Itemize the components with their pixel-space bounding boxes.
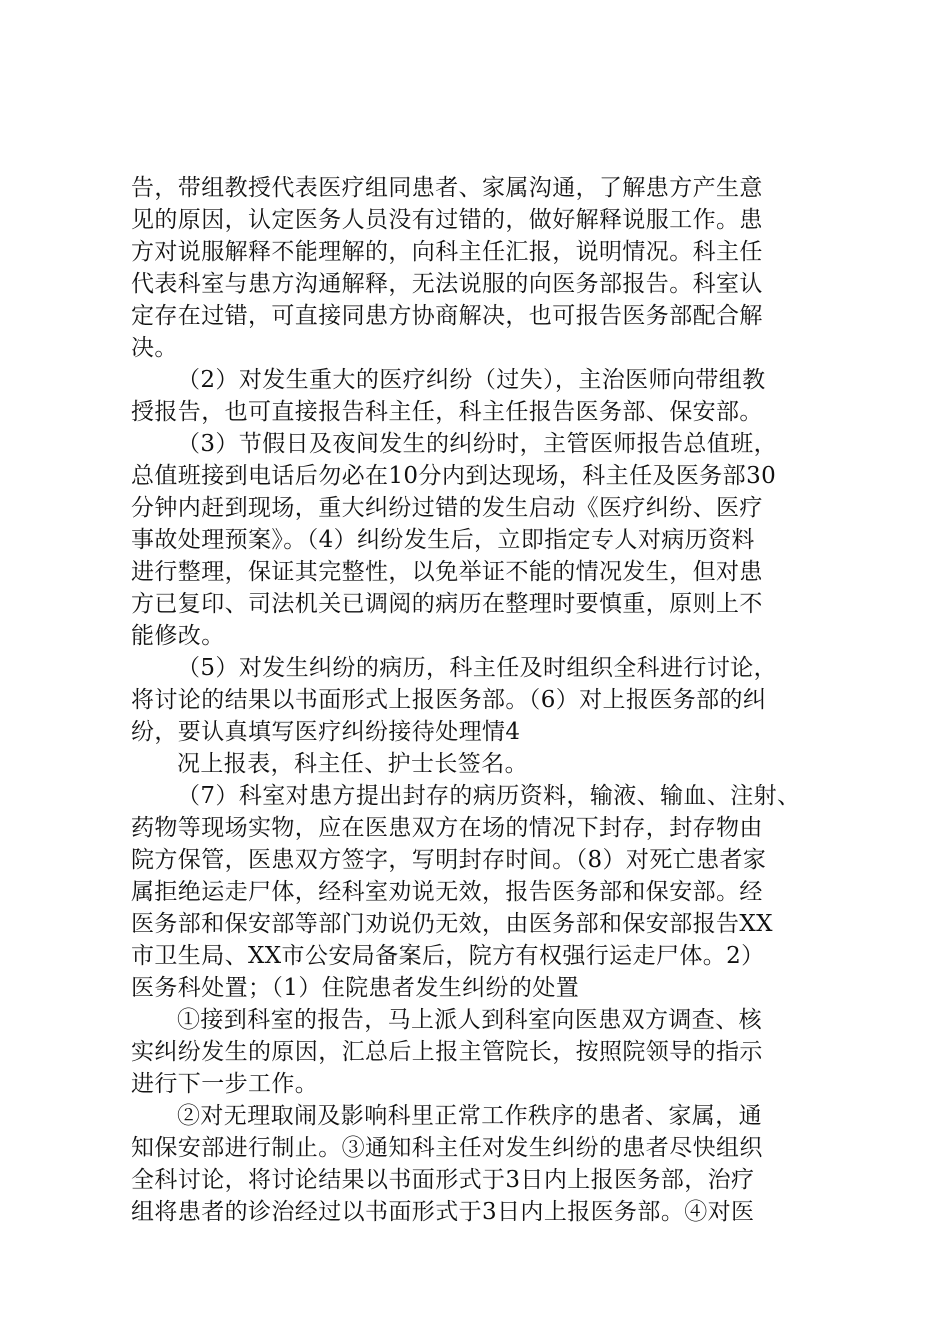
text-line: ①接到科室的报告，马上派人到科室向医患双方调查、核 — [177, 1007, 762, 1033]
text-line: 事故处理预案》。（4）纠纷发生后，立即指定专人对病历资料 — [131, 527, 755, 553]
text-line: 况上报表，科主任、护士长签名。 — [177, 751, 528, 777]
text-line: 进行下一步工作。 — [131, 1071, 319, 1097]
text-line: 进行整理，保证其完整性，以免举证不能的情况发生，但对患 — [131, 559, 763, 585]
text-line: 方对说服解释不能理解的，向科主任汇报，说明情况。科主任 — [131, 239, 763, 265]
text-line: 见的原因，认定医务人员没有过错的，做好解释说服工作。患 — [131, 207, 763, 233]
text-line: 药物等现场实物，应在医患双方在场的情况下封存，封存物由 — [131, 815, 763, 841]
text-line: 医务科处置；（1）住院患者发生纠纷的处置 — [131, 975, 580, 1001]
text-line: （2）对发生重大的医疗纠纷（过失），主治医师向带组教 — [177, 367, 766, 393]
text-line: 实纠纷发生的原因，汇总后上报主管院长，按照院领导的指示 — [131, 1039, 763, 1065]
text-line: 方已复印、司法机关已调阅的病历在整理时要慎重，原则上不 — [131, 591, 763, 617]
text-line: 将讨论的结果以书面形式上报医务部。（6）对上报医务部的纠 — [131, 687, 767, 713]
document-body — [131, 172, 831, 1228]
text-line: 全科讨论，将讨论结果以书面形式于3日内上报医务部，治疗 — [131, 1167, 755, 1193]
text-line: 分钟内赶到现场，重大纠纷过错的发生启动《医疗纠纷、医疗 — [131, 495, 763, 521]
text-line: ②对无理取闹及影响科里正常工作秩序的患者、家属，通 — [177, 1103, 762, 1129]
text-line: （7）科室对患方提出封存的病历资料，输液、输血、注射、 — [177, 783, 801, 809]
text-line: 决。 — [131, 335, 178, 361]
text-line: 告，带组教授代表医疗组同患者、家属沟通，了解患方产生意 — [131, 175, 763, 201]
text-line: 院方保管，医患双方签字，写明封存时间。（8）对死亡患者家 — [131, 847, 767, 873]
text-line: 能修改。 — [131, 623, 225, 649]
text-line: 纷，要认真填写医疗纠纷接待处理情4 — [131, 719, 521, 745]
text-line: 代表科室与患方沟通解释，无法说服的向医务部报告。科室认 — [131, 271, 763, 297]
text-line: 属拒绝运走尸体，经科室劝说无效，报告医务部和保安部。经 — [131, 879, 763, 905]
text-line: 总值班接到电话后勿必在10分内到达现场，科主任及医务部30 — [131, 463, 777, 489]
text-line: 医务部和保安部等部门劝说仍无效，由医务部和保安部报告XX — [131, 911, 773, 937]
text-line: 组将患者的诊治经过以书面形式于3日内上报医务部。④对医 — [131, 1199, 755, 1225]
text-line: 知保安部进行制止。③通知科主任对发生纠纷的患者尽快组织 — [131, 1135, 763, 1161]
text-line: 定存在过错，可直接同患方协商解决，也可报告医务部配合解 — [131, 303, 763, 329]
text-line: 授报告，也可直接报告科主任，科主任报告医务部、保安部。 — [131, 399, 763, 425]
text-line: （3）节假日及夜间发生的纠纷时，主管医师报告总值班， — [177, 431, 778, 457]
text-line: （5）对发生纠纷的病历，科主任及时组织全科进行讨论， — [177, 655, 778, 681]
text-line: 市卫生局、XX市公安局备案后，院方有权强行运走尸体。2） — [131, 943, 765, 969]
